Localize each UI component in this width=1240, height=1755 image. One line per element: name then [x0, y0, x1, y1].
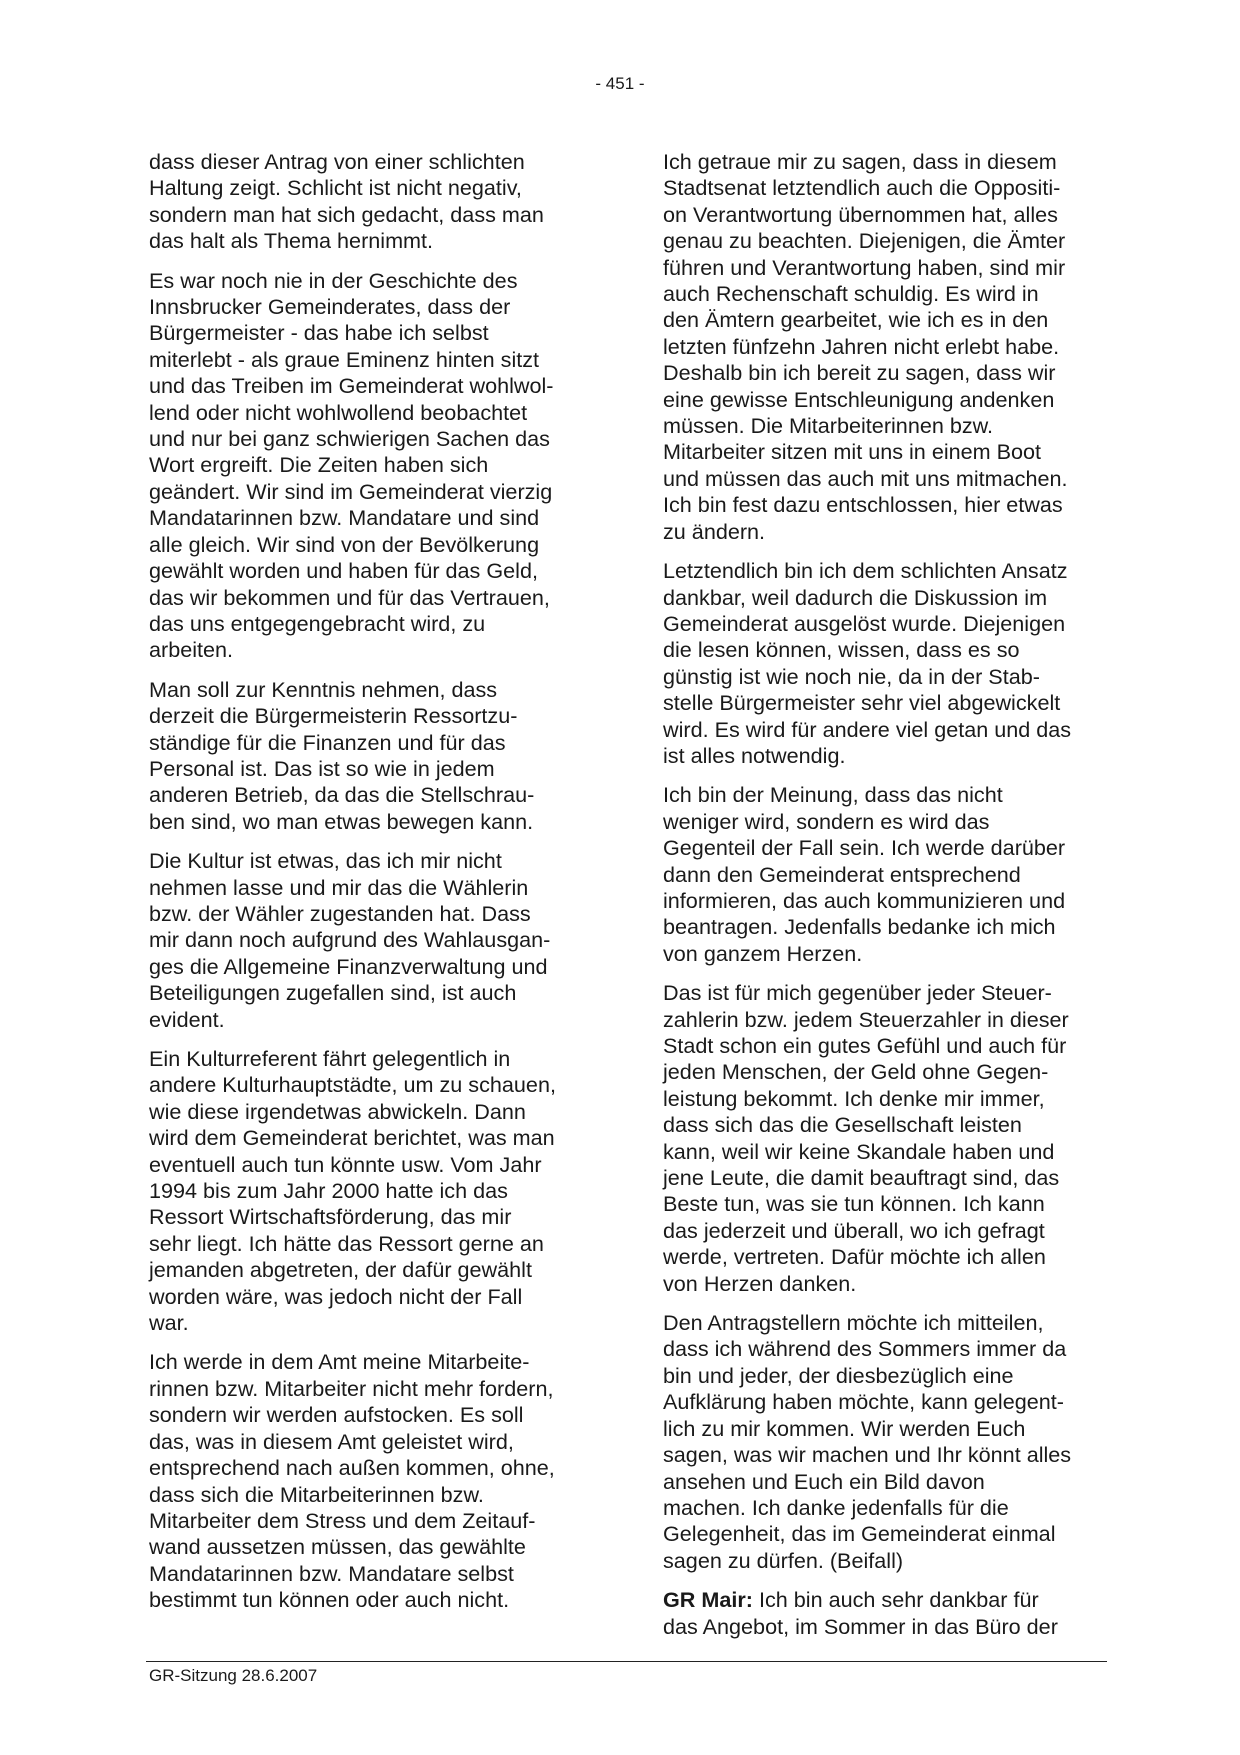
- footer-session-label: GR-Sitzung 28.6.2007: [149, 1666, 318, 1685]
- text-line: dass dieser Antrag von einer schlichten: [149, 149, 525, 174]
- paragraph: [149, 1349, 589, 1613]
- text-line: Aufklärung haben möchte, kann gelegent-: [663, 1389, 1064, 1415]
- text-line: Mandatarinnen bzw. Mandatare und sind: [149, 505, 540, 531]
- text-line: Deshalb bin ich bereit zu sagen, dass wir: [663, 360, 1056, 386]
- text-line: Innsbrucker Gemeinderates, dass der: [149, 294, 511, 320]
- text-line: weniger wird, sondern es wird das: [663, 808, 990, 834]
- text-line: das uns entgegengebracht wird, zu: [149, 610, 486, 636]
- text-line: von Herzen danken.: [663, 1270, 857, 1296]
- paragraph: [663, 980, 1103, 1297]
- left-column: [149, 149, 589, 1627]
- speaker-text: Ich bin auch sehr dankbar für: [752, 1587, 1039, 1613]
- text-line: Beste tun, was sie tun können. Ich kann: [663, 1191, 1045, 1217]
- text-line: arbeiten.: [149, 637, 234, 663]
- text-line: ges die Allgemeine Finanzverwaltung und: [149, 953, 548, 979]
- text-line: Wort ergreift. Die Zeiten haben sich: [149, 452, 489, 478]
- right-column: [663, 149, 1103, 1653]
- text-line: wird dem Gemeinderat berichtet, was man: [149, 1125, 555, 1151]
- text-line: Mandatarinnen bzw. Mandatare selbst: [149, 1560, 514, 1586]
- text-line: war.: [149, 1310, 189, 1336]
- footer-divider: [146, 1661, 1107, 1662]
- text-line: derzeit die Bürgermeisterin Ressortzu-: [149, 703, 518, 729]
- text-line: Mitarbeiter sitzen mit uns in einem Boot: [663, 439, 1042, 465]
- text-line: anderen Betrieb, da das die Stellschrau-: [149, 782, 535, 808]
- text-line: Mitarbeiter dem Stress und dem Zeitauf-: [149, 1507, 536, 1533]
- text-line: führen und Verantwortung haben, sind mir: [663, 254, 1066, 280]
- text-line: und das Treiben im Gemeinderat wohlwol-: [149, 373, 554, 399]
- text-line: ben sind, wo man etwas bewegen kann.: [149, 808, 534, 834]
- text-line: Man soll zur Kenntnis nehmen, dass: [149, 676, 498, 702]
- text-line: Personal ist. Das ist so wie in jedem: [149, 755, 495, 781]
- text-line: alle gleich. Wir sind von der Bevölkerung: [149, 531, 540, 557]
- text-line: Die Kultur ist etwas, das ich mir nicht: [149, 848, 502, 874]
- text-line: Bürgermeister - das habe ich selbst: [149, 320, 489, 346]
- text-line: sagen zu dürfen. (Beifall): [663, 1547, 904, 1573]
- text-line: das, was in diesem Amt geleistet wird,: [149, 1428, 514, 1454]
- text-line: zahlerin bzw. jedem Steuerzahler in dieser: [663, 1006, 1069, 1032]
- text-line: jeden Menschen, der Geld ohne Gegen-: [663, 1059, 1049, 1085]
- text-line: worden wäre, was jedoch nicht der Fall: [149, 1283, 523, 1309]
- text-line: dass sich die Mitarbeiterinnen bzw.: [149, 1481, 484, 1507]
- text-line: und nur bei ganz schwierigen Sachen das: [149, 426, 550, 452]
- text-line: günstig ist wie noch nie, da in der Stab-: [663, 663, 1040, 689]
- text-line: von ganzem Herzen.: [663, 940, 863, 966]
- text-line: Gelegenheit, das im Gemeinderat einmal: [663, 1521, 1056, 1547]
- text-line: sagen, was wir machen und Ihr könnt alles: [663, 1442, 1072, 1468]
- paragraph: [663, 558, 1103, 769]
- text-line: sondern wir werden aufstocken. Es soll: [149, 1402, 524, 1428]
- paragraph: [663, 1310, 1103, 1574]
- text-line: sehr liegt. Ich hätte das Ressort gerne an: [149, 1230, 544, 1256]
- text-line: beantragen. Jedenfalls bedanke ich mich: [663, 914, 1056, 940]
- text-line: mir dann noch aufgrund des Wahlausgan-: [149, 927, 551, 953]
- paragraph: [663, 149, 1103, 545]
- page-number: - 451 -: [595, 74, 645, 93]
- paragraph: [149, 268, 589, 664]
- text-line: Ich getraue mir zu sagen, dass in diesem: [663, 149, 1057, 174]
- text-line: letzten fünfzehn Jahren nicht erlebt habe.: [663, 333, 1060, 359]
- text-line: lich zu mir kommen. Wir werden Euch: [663, 1415, 1026, 1441]
- text-line: Letztendlich bin ich dem schlichten Ansatz: [663, 558, 1068, 584]
- text-line: dass ich während des Sommers immer da: [663, 1336, 1067, 1362]
- text-line: bzw. der Wähler zugestanden hat. Dass: [149, 900, 531, 926]
- text-line: andere Kulturhauptstädte, um zu schauen,: [149, 1072, 556, 1098]
- text-line: ständige für die Finanzen und für das: [149, 729, 506, 755]
- text-line: ansehen und Euch ein Bild davon: [663, 1468, 985, 1494]
- text-line: Beteiligungen zugefallen sind, ist auch: [149, 980, 517, 1006]
- paragraph: [149, 848, 589, 1033]
- text-line: den Ämtern gearbeitet, wie ich es in den: [663, 307, 1049, 333]
- text-line: Ich bin der Meinung, dass das nicht: [663, 782, 1003, 808]
- text-line: 1994 bis zum Jahr 2000 hatte ich das: [149, 1178, 508, 1204]
- text-line: Den Antragstellern möchte ich mitteilen,: [663, 1310, 1044, 1336]
- text-line: Stadt schon ein gutes Gefühl und auch für: [663, 1033, 1067, 1058]
- text-line: auch Rechenschaft schuldig. Es wird in: [663, 281, 1039, 307]
- closing-paragraph: [663, 1587, 1103, 1640]
- text-line: kann, weil wir keine Skandale haben und: [663, 1138, 1055, 1164]
- text-line: müssen. Die Mitarbeiterinnen bzw.: [663, 413, 994, 439]
- text-line: on Verantwortung übernommen hat, alles: [663, 201, 1058, 227]
- text-line: dann den Gemeinderat entsprechend: [663, 861, 1021, 887]
- text-line: evident.: [149, 1006, 225, 1032]
- text-line: jemanden abgetreten, der dafür gewählt: [149, 1257, 532, 1283]
- text-line: entsprechend nach außen kommen, ohne,: [149, 1455, 555, 1481]
- text-line: Es war noch nie in der Geschichte des: [149, 267, 518, 293]
- text-line: das jederzeit und überall, wo ich gefragt: [663, 1217, 1045, 1243]
- text-line: lend oder nicht wohlwollend beobachtet: [149, 399, 528, 425]
- text-line: sondern man hat sich gedacht, dass man: [149, 201, 544, 227]
- text-line: stelle Bürgermeister sehr viel abgewickelt: [663, 690, 1061, 716]
- text-line: dass sich das die Gesellschaft leisten: [663, 1112, 1022, 1138]
- text-line: Ich bin fest dazu entschlossen, hier etwas: [663, 492, 1063, 518]
- text-line: Ressort Wirtschaftsförderung, das mir: [149, 1204, 512, 1230]
- text-line: das halt als Thema hernimmt.: [149, 228, 434, 254]
- text-line: dankbar, weil dadurch die Diskussion im: [663, 584, 1048, 610]
- text-line: wie diese irgendetwas abwickeln. Dann: [149, 1098, 526, 1124]
- text-line: Stadtsenat letztendlich auch die Oppositi-: [663, 175, 1061, 201]
- text-line: das wir bekommen und für das Vertrauen,: [149, 584, 550, 610]
- text-line: nehmen lasse und mir das die Wählerin: [149, 874, 529, 900]
- text-line: bin und jeder, der diesbezüglich eine: [663, 1362, 1014, 1388]
- text-line: Ich werde in dem Amt meine Mitarbeite-: [149, 1349, 530, 1375]
- text-line: Das ist für mich gegenüber jeder Steuer-: [663, 980, 1052, 1006]
- text-line: Ein Kulturreferent fährt gelegentlich in: [149, 1046, 511, 1071]
- text-line: eine gewisse Entschleunigung andenken: [663, 386, 1055, 412]
- text-line: miterlebt - als graue Eminenz hinten sitzt: [149, 346, 540, 372]
- text-line: werde, vertreten. Dafür möchte ich allen: [663, 1244, 1046, 1270]
- text-line: gewählt worden und haben für das Geld,: [149, 558, 538, 584]
- text-line: und müssen das auch mit uns mitmachen.: [663, 465, 1068, 491]
- paragraph: [149, 1046, 589, 1336]
- text-line: Gegenteil der Fall sein. Ich werde darüber: [663, 835, 1066, 861]
- text-line: leistung bekommt. Ich denke mir immer,: [663, 1085, 1045, 1111]
- paragraph: [149, 677, 589, 835]
- speaker-name: GR Mair:: [663, 1587, 753, 1613]
- text-line: Gemeinderat ausgelöst wurde. Diejenigen: [663, 610, 1066, 636]
- text-line: machen. Ich danke jedenfalls für die: [663, 1494, 1009, 1520]
- text-line: jene Leute, die damit beauftragt sind, das: [663, 1165, 1060, 1191]
- text-line: zu ändern.: [663, 518, 766, 544]
- text-line: [663, 1587, 1103, 1613]
- text-line: informieren, das auch kommunizieren und: [663, 887, 1066, 913]
- text-line: geändert. Wir sind im Gemeinderat vierzig: [149, 478, 553, 504]
- text-line: Haltung zeigt. Schlicht ist nicht negativ,: [149, 175, 522, 201]
- text-line: bestimmt tun können oder auch nicht.: [149, 1587, 510, 1613]
- text-line: die lesen können, wissen, dass es so: [663, 637, 1020, 663]
- paragraph: [149, 149, 589, 255]
- text-line: rinnen bzw. Mitarbeiter nicht mehr fordern,: [149, 1375, 554, 1401]
- text-line: ist alles notwendig.: [663, 742, 846, 768]
- text-line: eventuell auch tun könnte usw. Vom Jahr: [149, 1151, 542, 1177]
- text-line: genau zu beachten. Diejenigen, die Ämter: [663, 228, 1066, 254]
- text-line: wird. Es wird für andere viel getan und das: [663, 716, 1072, 742]
- paragraph: [663, 782, 1103, 967]
- text-line: das Angebot, im Sommer in das Büro der: [663, 1613, 1058, 1639]
- text-line: wand aussetzen müssen, das gewählte: [149, 1534, 526, 1560]
